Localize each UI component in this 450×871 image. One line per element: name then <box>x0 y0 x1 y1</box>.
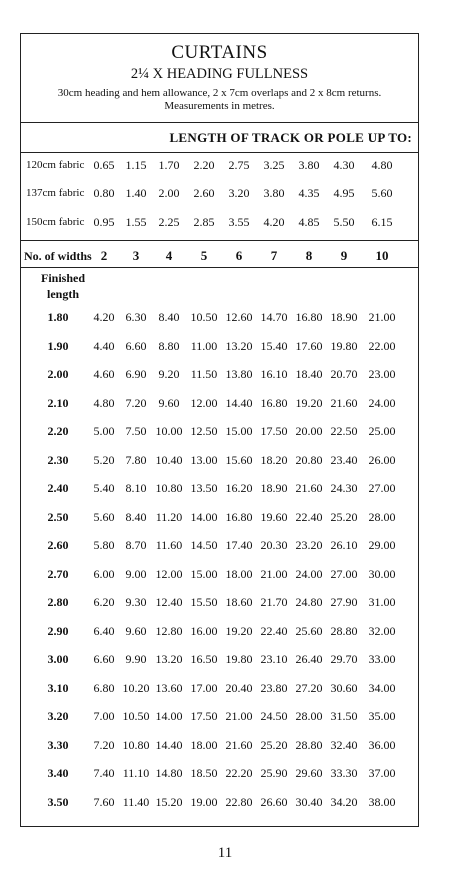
fabric-amount-cell: 15.50 <box>190 595 218 609</box>
fabric-amount-cell: 15.40 <box>260 338 288 353</box>
fabric-amount-cell: 12.80 <box>155 623 183 638</box>
finished-length-value: 3.40 <box>47 766 69 780</box>
fabric-amount-cell: 10.50 <box>122 709 150 723</box>
track-length-cell: 1.70 <box>158 158 180 172</box>
fabric-amount-cell: 25.20 <box>330 509 358 524</box>
track-length-cell: 4.20 <box>263 215 285 229</box>
fabric-amount-cell: 7.20 <box>93 737 115 752</box>
curtain-table-frame <box>20 33 419 827</box>
fabric-amount-cell: 6.40 <box>93 623 115 638</box>
fabric-row <box>21 158 418 176</box>
fabric-amount-cell: 34.20 <box>330 794 358 809</box>
fabric-amount-cell: 27.00 <box>330 566 358 581</box>
fabric-amount-cell: 13.60 <box>155 680 183 695</box>
track-length-cell: 6.15 <box>371 215 393 229</box>
fabric-amount-cell: 26.40 <box>295 652 323 666</box>
finished-length-value: 2.60 <box>47 538 69 552</box>
fabric-amount-cell: 5.00 <box>93 424 115 438</box>
finished-length-value: 2.30 <box>47 452 69 467</box>
fabric-amount-cell: 14.40 <box>155 737 183 752</box>
fabric-amount-cell: 14.50 <box>190 538 218 552</box>
fabric-amount-cell: 19.80 <box>330 338 358 353</box>
widths-label: No. of widths <box>24 249 92 263</box>
fabric-amount-cell: 25.00 <box>368 424 396 438</box>
fabric-amount-cell: 37.00 <box>368 766 396 780</box>
fabric-amount-cell: 6.00 <box>93 566 115 581</box>
fabric-amount-cell: 8.70 <box>125 538 147 552</box>
fabric-amount-cell: 20.70 <box>330 367 358 381</box>
fabric-label: 150cm fabric <box>26 216 85 228</box>
fabric-amount-cell: 20.00 <box>295 424 323 438</box>
fabric-amount-cell: 8.40 <box>158 310 180 324</box>
table-header <box>21 34 418 122</box>
fabric-amount-cell: 28.00 <box>368 509 396 524</box>
length-row <box>21 652 418 670</box>
fabric-amount-cell: 13.00 <box>190 452 218 467</box>
width-count-cell: 4 <box>165 248 173 263</box>
fabric-amount-cell: 31.00 <box>368 595 396 609</box>
allowance-notes <box>27 87 412 113</box>
track-length-cell: 2.75 <box>228 158 250 172</box>
track-length-heading: LENGTH OF TRACK OR POLE UP TO: <box>169 130 412 145</box>
fabric-amount-cell: 5.20 <box>93 452 115 467</box>
finished-length-label <box>38 270 88 302</box>
fabric-amount-cell: 10.20 <box>122 680 150 695</box>
fabric-amount-cell: 25.60 <box>295 623 323 638</box>
track-length-cell: 2.60 <box>193 186 215 200</box>
track-length-cell: 3.20 <box>228 186 250 200</box>
width-count-cell: 9 <box>340 248 348 263</box>
fabric-amount-cell: 20.80 <box>295 452 323 467</box>
fabric-amount-cell: 12.40 <box>155 595 183 609</box>
fabric-amount-cell: 26.10 <box>330 538 358 552</box>
fabric-amount-cell: 11.20 <box>155 509 183 524</box>
fabric-amount-cell: 23.80 <box>260 680 288 695</box>
fabric-amount-cell: 7.80 <box>125 452 147 467</box>
fabric-amount-cell: 19.00 <box>190 794 218 809</box>
fabric-amount-cell: 16.80 <box>260 395 288 410</box>
track-length-cell: 4.80 <box>371 158 393 172</box>
fabric-amount-cell: 20.40 <box>225 680 253 695</box>
length-row <box>21 795 418 813</box>
length-row <box>21 424 418 442</box>
fabric-amount-cell: 4.80 <box>93 395 115 410</box>
fabric-amount-cell: 10.80 <box>155 481 183 495</box>
fabric-amount-cell: 30.40 <box>295 794 323 809</box>
divider <box>21 240 418 241</box>
length-row <box>21 367 418 385</box>
length-row <box>21 595 418 613</box>
length-row <box>21 567 418 585</box>
page-subtitle: 2¼ X HEADING FULLNESS <box>130 66 309 82</box>
page-title: CURTAINS <box>171 42 268 63</box>
fabric-amount-cell: 23.00 <box>368 367 396 381</box>
fabric-amount-cell: 9.60 <box>125 623 147 638</box>
fabric-amount-cell: 30.00 <box>368 566 396 581</box>
fabric-amount-cell: 32.40 <box>330 737 358 752</box>
fabric-amount-cell: 22.80 <box>225 794 253 809</box>
width-count-cell: 2 <box>100 248 108 263</box>
fabric-amount-cell: 28.00 <box>295 709 323 723</box>
fabric-amount-cell: 7.00 <box>93 709 115 723</box>
fabric-amount-cell: 16.80 <box>295 310 323 324</box>
fabric-amount-cell: 33.30 <box>330 766 358 780</box>
track-length-cell: 0.95 <box>93 215 115 229</box>
fabric-amount-cell: 12.50 <box>190 424 218 438</box>
fabric-amount-cell: 23.10 <box>260 652 288 666</box>
fabric-row <box>21 186 418 204</box>
fabric-amount-cell: 16.50 <box>190 652 218 666</box>
fabric-amount-cell: 12.00 <box>155 566 183 581</box>
fabric-amount-cell: 22.40 <box>260 623 288 638</box>
length-row <box>21 624 418 642</box>
fabric-label: 137cm fabric <box>26 187 85 199</box>
track-length-cell: 2.25 <box>158 215 180 229</box>
finished-length-value: 3.30 <box>47 737 69 752</box>
fabric-amount-cell: 27.20 <box>295 680 323 695</box>
width-count-cell: 3 <box>132 248 140 263</box>
track-length-cell: 0.80 <box>93 186 115 200</box>
fabric-amount-cell: 17.50 <box>190 709 218 723</box>
fabric-amount-cell: 18.90 <box>330 310 358 324</box>
finished-length-value: 1.80 <box>47 310 69 324</box>
fabric-amount-cell: 9.60 <box>158 395 180 410</box>
finished-label-line2: length <box>46 287 79 301</box>
fabric-amount-cell: 10.50 <box>190 310 218 324</box>
fabric-amount-cell: 6.80 <box>93 680 115 695</box>
fabric-amount-cell: 25.90 <box>260 766 288 780</box>
fabric-amount-cell: 21.00 <box>260 566 288 581</box>
length-row <box>21 766 418 784</box>
fabric-amount-cell: 14.70 <box>260 310 288 324</box>
fabric-amount-cell: 14.00 <box>155 709 183 723</box>
fabric-amount-cell: 21.60 <box>330 395 358 410</box>
fabric-amount-cell: 36.00 <box>368 737 396 752</box>
fabric-amount-cell: 13.20 <box>225 338 253 353</box>
fabric-amount-cell: 19.60 <box>260 509 288 524</box>
track-length-cell: 4.30 <box>333 158 355 172</box>
finished-length-value: 2.50 <box>47 509 69 524</box>
fabric-amount-cell: 7.60 <box>93 794 115 809</box>
track-length-cell: 0.65 <box>93 158 115 172</box>
divider <box>21 152 418 153</box>
fabric-amount-cell: 10.40 <box>155 452 183 467</box>
fabric-amount-cell: 16.80 <box>225 509 253 524</box>
fabric-amount-cell: 18.50 <box>190 766 218 780</box>
finished-length-value: 2.10 <box>47 395 69 410</box>
finished-length-value: 2.20 <box>47 424 69 438</box>
fabric-amount-cell: 6.60 <box>125 338 147 353</box>
fabric-amount-cell: 21.70 <box>260 595 288 609</box>
fabric-amount-cell: 7.40 <box>93 766 115 780</box>
track-length-cell: 1.40 <box>125 186 147 200</box>
fabric-amount-cell: 14.00 <box>190 509 218 524</box>
fabric-amount-cell: 10.00 <box>155 424 183 438</box>
length-row <box>21 709 418 727</box>
fabric-amount-cell: 6.30 <box>125 310 147 324</box>
fabric-amount-cell: 6.20 <box>93 595 115 609</box>
fabric-amount-cell: 21.60 <box>225 737 253 752</box>
fabric-amount-cell: 24.00 <box>295 566 323 581</box>
fabric-amount-cell: 13.80 <box>225 367 253 381</box>
fabric-amount-cell: 11.50 <box>190 367 218 381</box>
fabric-amount-cell: 20.30 <box>260 538 288 552</box>
notes-line-1: 30cm heading and hem allowance, 2 x 7cm overlaps and 2 x 8cm returns. <box>57 87 382 99</box>
fabric-amount-cell: 11.10 <box>122 766 150 780</box>
track-length-cell: 3.80 <box>298 158 320 172</box>
fabric-amount-cell: 18.00 <box>225 566 253 581</box>
fabric-amount-cell: 8.80 <box>158 338 180 353</box>
page-number: 11 <box>217 845 233 861</box>
fabric-amount-cell: 27.00 <box>368 481 396 495</box>
width-count-cell: 8 <box>305 248 313 263</box>
fabric-amount-cell: 21.00 <box>368 310 396 324</box>
fabric-amount-cell: 24.80 <box>295 595 323 609</box>
length-row <box>21 339 418 357</box>
fabric-amount-cell: 28.80 <box>295 737 323 752</box>
width-count-cell: 6 <box>235 248 243 263</box>
fabric-amount-cell: 14.40 <box>225 395 253 410</box>
fabric-amount-cell: 16.10 <box>260 367 288 381</box>
fabric-amount-cell: 31.50 <box>330 709 358 723</box>
finished-length-value: 3.20 <box>47 709 69 723</box>
track-length-cell: 1.15 <box>125 158 147 172</box>
fabric-amount-cell: 19.80 <box>225 652 253 666</box>
fabric-amount-cell: 9.20 <box>158 367 180 381</box>
fabric-amount-cell: 29.70 <box>330 652 358 666</box>
track-length-cell: 5.60 <box>371 186 393 200</box>
width-count-cell: 5 <box>200 248 208 263</box>
fabric-amount-cell: 24.50 <box>260 709 288 723</box>
divider <box>21 122 418 123</box>
length-row <box>21 681 418 699</box>
fabric-amount-cell: 35.00 <box>368 709 396 723</box>
fabric-amount-cell: 15.60 <box>225 452 253 467</box>
track-length-cell: 3.25 <box>263 158 285 172</box>
fabric-amount-cell: 16.00 <box>190 623 218 638</box>
fabric-amount-cell: 4.40 <box>93 338 115 353</box>
finished-length-value: 2.90 <box>47 623 69 638</box>
fabric-amount-cell: 13.20 <box>155 652 183 666</box>
fabric-amount-cell: 32.00 <box>368 623 396 638</box>
fabric-label: 120cm fabric <box>26 159 85 171</box>
fabric-amount-cell: 33.00 <box>368 652 396 666</box>
fabric-amount-cell: 6.60 <box>93 652 115 666</box>
fabric-amount-cell: 18.00 <box>190 737 218 752</box>
fabric-amount-cell: 8.10 <box>125 481 147 495</box>
finished-length-value: 2.80 <box>47 595 69 609</box>
length-row <box>21 310 418 328</box>
fabric-amount-cell: 19.20 <box>225 623 253 638</box>
fabric-amount-cell: 17.60 <box>295 338 323 353</box>
divider <box>21 267 418 268</box>
fabric-amount-cell: 5.80 <box>93 538 115 552</box>
fabric-row <box>21 215 418 233</box>
fabric-amount-cell: 18.60 <box>225 595 253 609</box>
fabric-amount-cell: 26.60 <box>260 794 288 809</box>
length-row <box>21 396 418 414</box>
fabric-amount-cell: 17.00 <box>190 680 218 695</box>
fabric-amount-cell: 38.00 <box>368 794 396 809</box>
fabric-amount-cell: 11.40 <box>122 794 150 809</box>
fabric-amount-cell: 22.50 <box>330 424 358 438</box>
length-row <box>21 453 418 471</box>
fabric-amount-cell: 24.30 <box>330 481 358 495</box>
fabric-amount-cell: 12.00 <box>190 395 218 410</box>
fabric-amount-cell: 28.80 <box>330 623 358 638</box>
fabric-amount-cell: 29.60 <box>295 766 323 780</box>
length-row <box>21 538 418 556</box>
fabric-amount-cell: 21.00 <box>225 709 253 723</box>
track-length-cell: 2.00 <box>158 186 180 200</box>
track-length-cell: 1.55 <box>125 215 147 229</box>
fabric-amount-cell: 6.90 <box>125 367 147 381</box>
fabric-amount-cell: 27.90 <box>330 595 358 609</box>
fabric-amount-cell: 18.90 <box>260 481 288 495</box>
fabric-amount-cell: 7.50 <box>125 424 147 438</box>
finished-length-value: 2.70 <box>47 566 69 581</box>
track-length-cell: 3.80 <box>263 186 285 200</box>
fabric-amount-cell: 8.40 <box>125 509 147 524</box>
fabric-amount-cell: 5.40 <box>93 481 115 495</box>
fabric-amount-cell: 4.60 <box>93 367 115 381</box>
width-count-cell: 10 <box>375 248 389 263</box>
fabric-amount-cell: 23.20 <box>295 538 323 552</box>
finished-length-value: 3.10 <box>47 680 69 695</box>
track-length-cell: 4.35 <box>298 186 320 200</box>
fabric-amount-cell: 11.60 <box>155 538 183 552</box>
fabric-amount-cell: 7.20 <box>125 395 147 410</box>
track-length-cell: 4.95 <box>333 186 355 200</box>
fabric-amount-cell: 18.20 <box>260 452 288 467</box>
fabric-amount-cell: 15.00 <box>225 424 253 438</box>
widths-row <box>21 247 418 265</box>
fabric-amount-cell: 17.40 <box>225 538 253 552</box>
fabric-amount-cell: 22.00 <box>368 338 396 353</box>
length-row <box>21 738 418 756</box>
fabric-amount-cell: 10.80 <box>122 737 150 752</box>
fabric-amount-cell: 11.00 <box>190 338 218 353</box>
fabric-amount-cell: 22.20 <box>225 766 253 780</box>
fabric-amount-cell: 12.60 <box>225 310 253 324</box>
finished-label-line1: Finished <box>40 271 85 285</box>
track-length-cell: 5.50 <box>333 215 355 229</box>
fabric-amount-cell: 16.20 <box>225 481 253 495</box>
fabric-amount-cell: 30.60 <box>330 680 358 695</box>
track-length-cell: 3.55 <box>228 215 250 229</box>
fabric-amount-cell: 4.20 <box>93 310 115 324</box>
fabric-amount-cell: 29.00 <box>368 538 396 552</box>
fabric-amount-cell: 5.60 <box>93 509 115 524</box>
fabric-amount-cell: 13.50 <box>190 481 218 495</box>
track-length-cell: 2.85 <box>193 215 215 229</box>
fabric-amount-cell: 9.30 <box>125 595 147 609</box>
width-count-cell: 7 <box>270 248 278 263</box>
track-length-cell: 2.20 <box>193 158 215 172</box>
notes-line-2: Measurements in metres. <box>164 100 275 112</box>
fabric-amount-cell: 18.40 <box>295 367 323 381</box>
fabric-amount-cell: 21.60 <box>295 481 323 495</box>
fabric-amount-cell: 23.40 <box>330 452 358 467</box>
finished-length-value: 2.00 <box>47 367 69 381</box>
fabric-amount-cell: 9.00 <box>125 566 147 581</box>
fabric-amount-cell: 34.00 <box>368 680 396 695</box>
finished-length-value: 1.90 <box>47 338 69 353</box>
fabric-amount-cell: 14.80 <box>155 766 183 780</box>
fabric-amount-cell: 9.90 <box>125 652 147 666</box>
finished-length-value: 2.40 <box>47 481 69 495</box>
fabric-amount-cell: 22.40 <box>295 509 323 524</box>
track-length-cell: 4.85 <box>298 215 320 229</box>
fabric-amount-cell: 26.00 <box>368 452 396 467</box>
fabric-amount-cell: 15.00 <box>190 566 218 581</box>
fabric-amount-cell: 25.20 <box>260 737 288 752</box>
fabric-amount-cell: 24.00 <box>368 395 396 410</box>
fabric-amount-cell: 17.50 <box>260 424 288 438</box>
fabric-amount-cell: 19.20 <box>295 395 323 410</box>
length-row <box>21 510 418 528</box>
finished-length-value: 3.00 <box>47 652 69 666</box>
fabric-amount-cell: 15.20 <box>155 794 183 809</box>
finished-length-value: 3.50 <box>47 794 69 809</box>
length-row <box>21 481 418 499</box>
